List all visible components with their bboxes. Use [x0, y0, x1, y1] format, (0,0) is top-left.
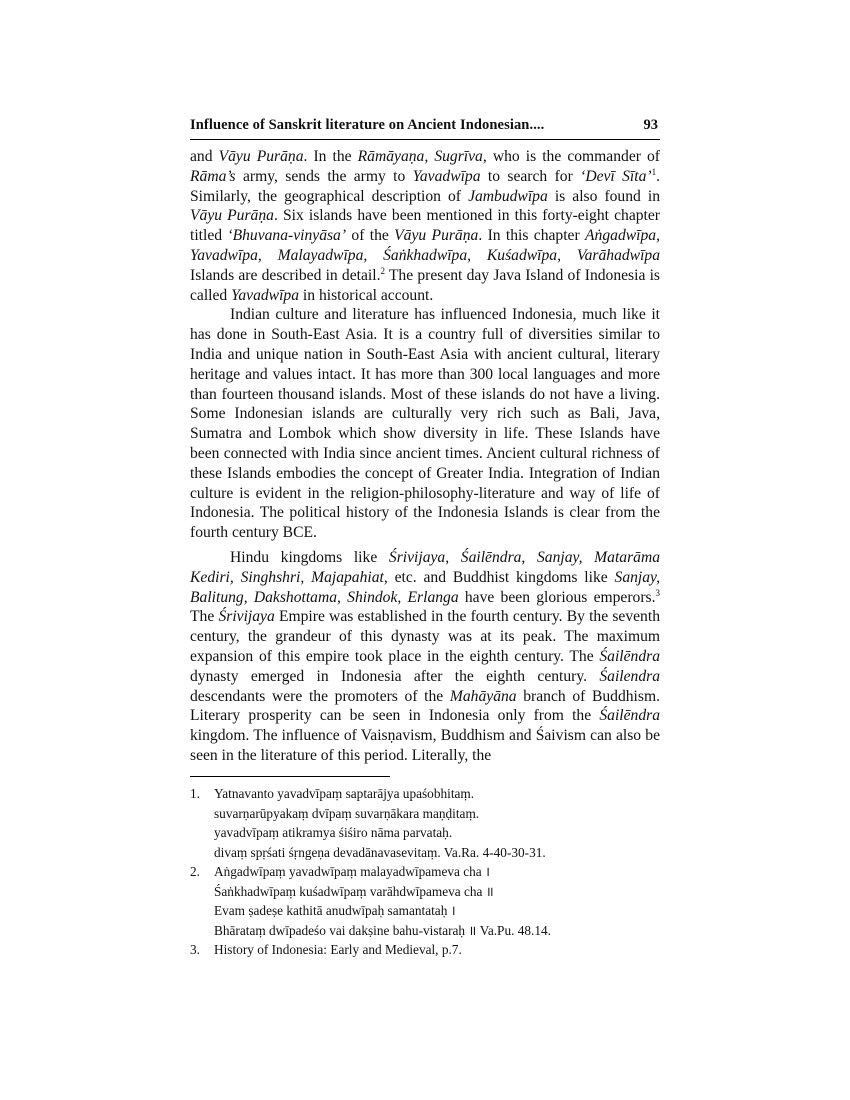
- footnote: [190, 940, 660, 960]
- footnote-line: suvarṇarūpyakaṃ dvīpaṃ suvarṇākara maṇḍitaṃ.: [214, 805, 480, 821]
- footnote-line: Evam ṣadeṣe kathitā anudwīpaḥ samantataḥ ।: [214, 903, 456, 918]
- footnote-line: Śaṅkhadwīpaṃ kuśadwīpaṃ varāhdwīpameva cha ॥: [214, 883, 494, 899]
- footnote-line: divaṃ spṛśati śṛngeṇa devadānavasevitaṃ. Va.Ra. 4-40-30-31.: [214, 844, 546, 860]
- running-header: [190, 117, 660, 140]
- footnote-line: Aṅgadwīpaṃ yavadwīpaṃ malayadwīpameva cha ।: [214, 864, 491, 879]
- footnote-line: Bhārataṃ dwīpadeśo vai dakṣine bahu-vistaraḥ ॥ Va.Pu. 48.14.: [214, 922, 551, 938]
- paragraph: and Vāyu Purāṇa. In the Rāmāyaṇa, Sugrīva, who is the commander of Rāma’s army, sends the army to Yavadwīpa to search for ‘Devī Sīta’$^1$. Similarly, the geographical description of Jambudwīpa is also found in Vāyu Purāṇa. Six islands have been mentioned in this forty-eight chapter titled ‘Bhuvana-vinyāsa’ of the Vāyu Purāṇa. In this chapter Aṅgadwīpa, Yavadwīpa, Malayadwīpa, Śaṅkhadwīpa, Kuśadwīpa, Varāhadwīpa Islands are described in detail.$^2$ The present day Java Island of Indonesia is called Yavadwīpa in historical account.: [190, 148, 661, 304]
- footnote-number: 3.: [190, 942, 200, 957]
- footnote: [190, 862, 660, 940]
- footnote-line: Yatnavanto yavadvīpaṃ saptarājya upaśobhitaṃ.: [214, 786, 475, 801]
- footnotes: [190, 784, 660, 960]
- footnote-separator: [190, 776, 390, 777]
- page-number: 93: [643, 117, 658, 133]
- paragraph: Indian culture and literature has influenced Indonesia, much like it has done in South-East Asia. It is a country full of diversities similar to India and unique nation in South-East Asia with ancient cultural, literary heritage and values intact. It has more than 300 local languages and more than fourteen thousand islands. Most of these islands do not have a living. Some Indonesian islands are culturally very rich such as Bali, Java, Sumatra and Lombok which show diversity in life. These Islands have been connected with India since ancient times. Ancient cultural richness of these Islands embodies the concept of Greater India. Integration of Indian culture is evident in the religion-philosophy-literature and way of life of Indonesia. The political history of the Indonesia Islands is clear from the fourth century BCE.: [190, 306, 660, 542]
- footnote-number: 1.: [190, 786, 200, 801]
- body-text: [190, 147, 660, 766]
- footnote-number: 2.: [190, 864, 200, 879]
- footnote-line: yavadvīpaṃ atikramya śiśiro nāma parvataḥ.: [214, 825, 453, 840]
- paragraph: Hindu kingdoms like Śrivijaya, Śailēndra, Sanjay, Matarāma Kediri, Singhshri, Majapahiat, etc. and Buddhist kingdoms like Sanjay, Balitung, Dakshottama, Shindok, Erlanga have been glorious emperors.$^3$ The Śrivijaya Empire was established in the fourth century. By the seventh century, the grandeur of this dynasty was at its peak. The maximum expansion of this empire took place in the eighth century. The Śailēndra dynasty emerged in Indonesia after the eighth century. Śailendra descendants were the promoters of the Mahāyāna branch of Buddhism. Literary prosperity can be seen in Indonesia only from the Śailēndra kingdom. The influence of Vaisṇavism, Buddhism and Śaivism can also be seen in the literature of this period. Literally, the: [190, 548, 661, 764]
- running-title: Influence of Sanskrit literature on Ancient Indonesian....: [190, 117, 545, 133]
- footnote: [190, 784, 660, 862]
- footnote-line: History of Indonesia: Early and Medieval, p.7.: [214, 942, 462, 957]
